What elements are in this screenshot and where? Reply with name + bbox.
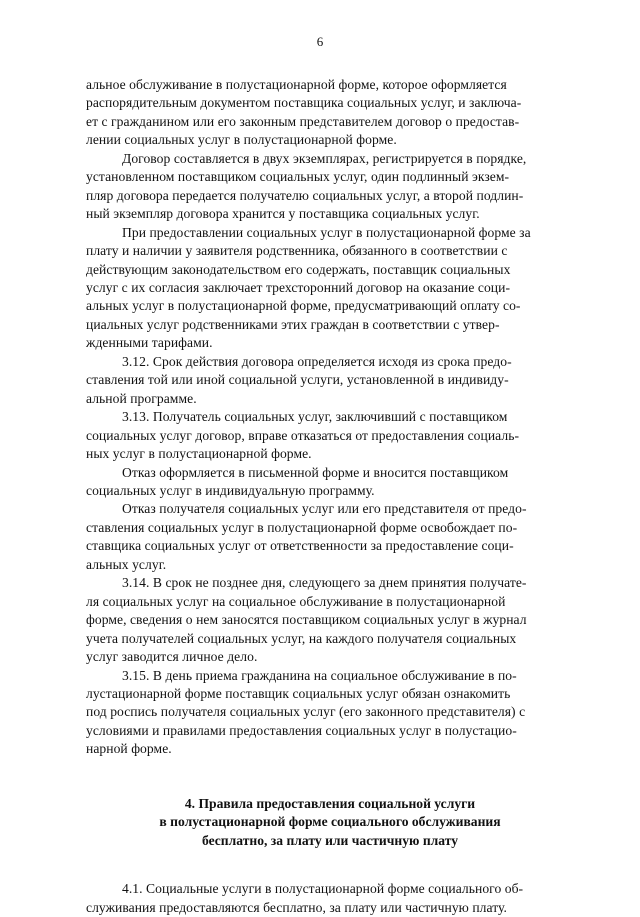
paragraph-contract-copies: Договор составляется в двух экземплярах, регистрируется в порядке, установленном поставщиком социальных услуг, один подлинный экзем- пляр договора передается получателю социальных услуг, а второй подлин- ный экземпляр договора хранится у поставщика социальных услуг. [86, 150, 527, 222]
document-body [86, 76, 574, 917]
paragraph-refusal-form: Отказ оформляется в письменной форме и вносится поставщиком социальных услуг в индивидуальную программу. [86, 464, 509, 498]
paragraph-3-12: 3.12. Срок действия договора определяется исходя из срока предо- ставления той или иной социальной услуги, установленной в индивиду- альной программе. [86, 353, 512, 406]
paragraph-3-15: 3.15. В день приема гражданина на социальное обслуживание в по- лустационарной форме поставщик социальных услуг обязан ознакомить под роспись получателя социальных услуг (его законного представителя) с условиями и правилами предоставления социальных услуг в полустацио- нарной форме. [86, 667, 526, 757]
paragraph-4-1: 4.1. Социальные услуги в полустационарной форме социального об- служивания предоставляются бесплатно, за плату или частичную плату. [86, 881, 524, 915]
paragraph-3-14: 3.14. В срок не позднее дня, следующего за днем принятия получате- ля социальных услуг на социальное обслуживание в полустационарной форме, сведения о нем заносятся поставщиком социальных услуг в журнал учета получателей социальных услуг, на каждого получателя социальных услуг заводится личное дело. [86, 575, 527, 665]
section-heading: 4. Правила предоставления социальной услуги в полустационарной форме социального обслуживания бесплатно, за плату или частичную плату [159, 795, 501, 848]
page-number: 6 [316, 34, 324, 49]
paragraph-3-13: 3.13. Получатель социальных услуг, заключивший с поставщиком социальных услуг договор, вправе отказаться от предоставления социаль- ных услуг в полустационарной форме. [86, 409, 520, 462]
paragraph-refusal-effect: Отказ получателя социальных услуг или его представителя от предо- ставления социальных услуг в полустационарной форме освобождает по- ставщика социальных услуг от ответственности за предоставление соци- альных услуг. [86, 501, 527, 572]
paragraph-tripartite-contract: При предоставлении социальных услуг в полустационарной форме за плату и наличии у заявителя родственника, обязанного в соответствии с действующим законодательством его содержать, поставщик социальных услуг с их согласия заключает трехсторонний договор на оказание соци- альных услуг в полустационарной форме, предусматривающий оплату со- циальных услуг родственниками этих граждан в соответствии с утвер- жденными тарифами. [86, 224, 531, 351]
paragraph-contract-issuance: альное обслуживание в полустационарной форме, которое оформляется распорядительным документом поставщика социальных услуг, и заключа- ет с гражданином или его законным представителем договор о предостав- лении социальных услуг в полустационарной форме. [86, 77, 522, 148]
